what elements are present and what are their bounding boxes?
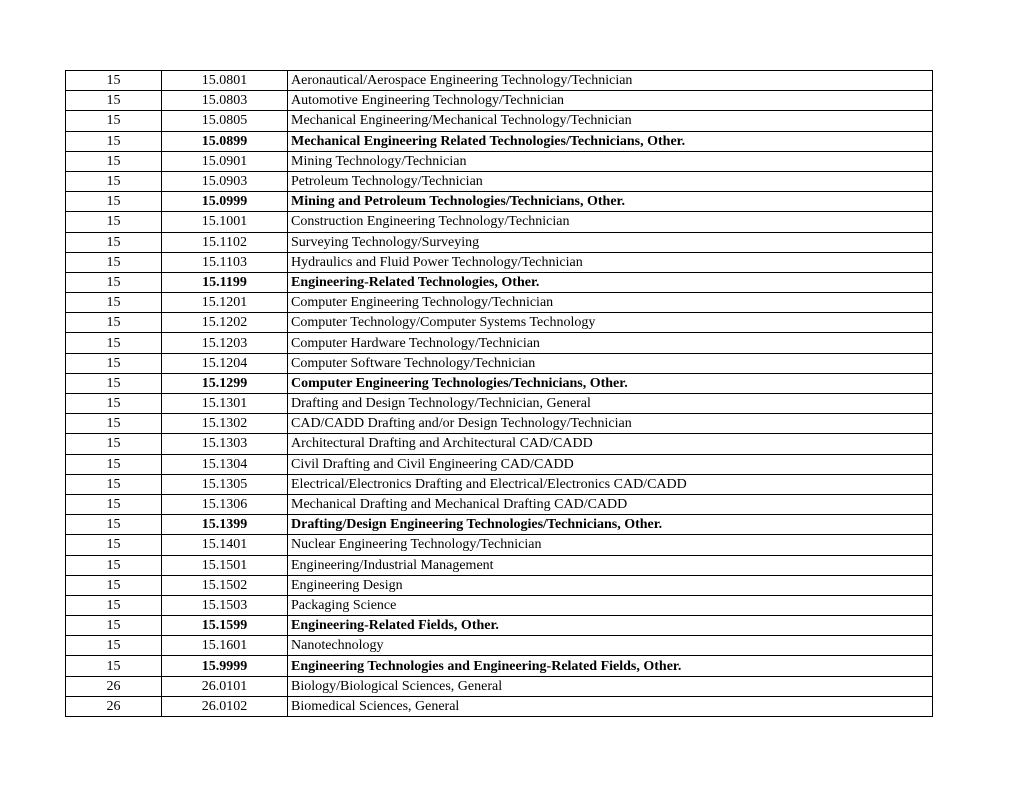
table-row [66,373,933,393]
table-row [66,494,933,514]
cip-code-cell: 15.9999 [162,656,288,676]
series-cell: 15 [66,515,162,535]
program-title-cell: Engineering Technologies and Engineering-Related Fields, Other. [288,656,933,676]
program-title-cell: Drafting/Design Engineering Technologies/Technicians, Other. [288,515,933,535]
program-title-cell: Construction Engineering Technology/Technician [288,212,933,232]
program-title-cell: Engineering-Related Technologies, Other. [288,272,933,292]
program-title-cell: Mechanical Engineering/Mechanical Technology/Technician [288,111,933,131]
program-title-cell: Computer Hardware Technology/Technician [288,333,933,353]
cip-code-cell: 15.1204 [162,353,288,373]
series-cell: 26 [66,696,162,716]
table-row [66,252,933,272]
table-row [66,91,933,111]
series-cell: 15 [66,192,162,212]
cip-code-cell: 15.1301 [162,394,288,414]
cip-code-table [65,70,933,717]
program-title-cell: Biomedical Sciences, General [288,696,933,716]
program-title-cell: Mining and Petroleum Technologies/Technicians, Other. [288,192,933,212]
program-title-cell: Engineering Design [288,575,933,595]
series-cell: 26 [66,676,162,696]
cip-code-cell: 15.1302 [162,414,288,434]
table-row [66,171,933,191]
cip-code-cell: 15.0801 [162,71,288,91]
cip-code-cell: 15.1599 [162,616,288,636]
cip-code-cell: 15.1305 [162,474,288,494]
program-title-cell: Architectural Drafting and Architectural CAD/CADD [288,434,933,454]
series-cell: 15 [66,535,162,555]
series-cell: 15 [66,414,162,434]
series-cell: 15 [66,575,162,595]
table-row [66,232,933,252]
table-row [66,515,933,535]
program-title-cell: Engineering/Industrial Management [288,555,933,575]
program-title-cell: Aeronautical/Aerospace Engineering Technology/Technician [288,71,933,91]
cip-code-cell: 15.1501 [162,555,288,575]
table-row [66,616,933,636]
cip-code-cell: 15.1102 [162,232,288,252]
series-cell: 15 [66,454,162,474]
cip-code-cell: 15.0899 [162,131,288,151]
series-cell: 15 [66,595,162,615]
program-title-cell: Computer Software Technology/Technician [288,353,933,373]
cip-code-cell: 15.0901 [162,151,288,171]
series-cell: 15 [66,151,162,171]
table-row [66,474,933,494]
cip-code-cell: 15.0805 [162,111,288,131]
series-cell: 15 [66,293,162,313]
series-cell: 15 [66,474,162,494]
table-row [66,575,933,595]
program-title-cell: Engineering-Related Fields, Other. [288,616,933,636]
program-title-cell: Electrical/Electronics Drafting and Electrical/Electronics CAD/CADD [288,474,933,494]
series-cell: 15 [66,373,162,393]
program-title-cell: Surveying Technology/Surveying [288,232,933,252]
series-cell: 15 [66,71,162,91]
series-cell: 15 [66,333,162,353]
cip-code-cell: 15.1502 [162,575,288,595]
cip-code-cell: 15.1304 [162,454,288,474]
cip-code-cell: 15.1001 [162,212,288,232]
program-title-cell: Biology/Biological Sciences, General [288,676,933,696]
program-title-cell: Nanotechnology [288,636,933,656]
program-title-cell: Computer Engineering Technologies/Technicians, Other. [288,373,933,393]
table-row [66,212,933,232]
cip-code-cell: 15.1601 [162,636,288,656]
series-cell: 15 [66,434,162,454]
program-title-cell: Petroleum Technology/Technician [288,171,933,191]
series-cell: 15 [66,232,162,252]
cip-table-body [66,71,933,717]
cip-code-cell: 26.0101 [162,676,288,696]
cip-code-cell: 15.1299 [162,373,288,393]
table-row [66,535,933,555]
cip-code-cell: 15.0999 [162,192,288,212]
table-row [66,71,933,91]
table-row [66,434,933,454]
cip-code-cell: 15.1203 [162,333,288,353]
table-row [66,151,933,171]
table-row [66,676,933,696]
table-row [66,353,933,373]
cip-code-cell: 15.1303 [162,434,288,454]
program-title-cell: Mechanical Engineering Related Technologies/Technicians, Other. [288,131,933,151]
table-row [66,656,933,676]
program-title-cell: Mining Technology/Technician [288,151,933,171]
cip-code-cell: 15.1201 [162,293,288,313]
table-row [66,313,933,333]
series-cell: 15 [66,616,162,636]
cip-code-cell: 15.1401 [162,535,288,555]
table-row [66,636,933,656]
cip-code-cell: 15.1399 [162,515,288,535]
cip-code-cell: 15.1503 [162,595,288,615]
table-row [66,333,933,353]
table-row [66,696,933,716]
series-cell: 15 [66,252,162,272]
cip-code-cell: 15.0803 [162,91,288,111]
program-title-cell: Packaging Science [288,595,933,615]
cip-code-cell: 15.0903 [162,171,288,191]
table-row [66,272,933,292]
series-cell: 15 [66,353,162,373]
series-cell: 15 [66,313,162,333]
table-row [66,555,933,575]
program-title-cell: Nuclear Engineering Technology/Technician [288,535,933,555]
program-title-cell: Mechanical Drafting and Mechanical Drafting CAD/CADD [288,494,933,514]
program-title-cell: CAD/CADD Drafting and/or Design Technology/Technician [288,414,933,434]
cip-code-cell: 15.1199 [162,272,288,292]
table-row [66,111,933,131]
program-title-cell: Civil Drafting and Civil Engineering CAD/CADD [288,454,933,474]
table-row [66,595,933,615]
series-cell: 15 [66,394,162,414]
series-cell: 15 [66,656,162,676]
program-title-cell: Computer Technology/Computer Systems Technology [288,313,933,333]
table-row [66,394,933,414]
table-row [66,293,933,313]
series-cell: 15 [66,212,162,232]
series-cell: 15 [66,111,162,131]
cip-code-cell: 15.1306 [162,494,288,514]
series-cell: 15 [66,555,162,575]
series-cell: 15 [66,131,162,151]
series-cell: 15 [66,636,162,656]
program-title-cell: Hydraulics and Fluid Power Technology/Technician [288,252,933,272]
program-title-cell: Drafting and Design Technology/Technician, General [288,394,933,414]
series-cell: 15 [66,91,162,111]
table-row [66,192,933,212]
program-title-cell: Automotive Engineering Technology/Technician [288,91,933,111]
cip-code-cell: 15.1103 [162,252,288,272]
table-row [66,414,933,434]
cip-code-cell: 26.0102 [162,696,288,716]
program-title-cell: Computer Engineering Technology/Technician [288,293,933,313]
series-cell: 15 [66,171,162,191]
series-cell: 15 [66,272,162,292]
table-row [66,131,933,151]
table-row [66,454,933,474]
series-cell: 15 [66,494,162,514]
cip-code-cell: 15.1202 [162,313,288,333]
